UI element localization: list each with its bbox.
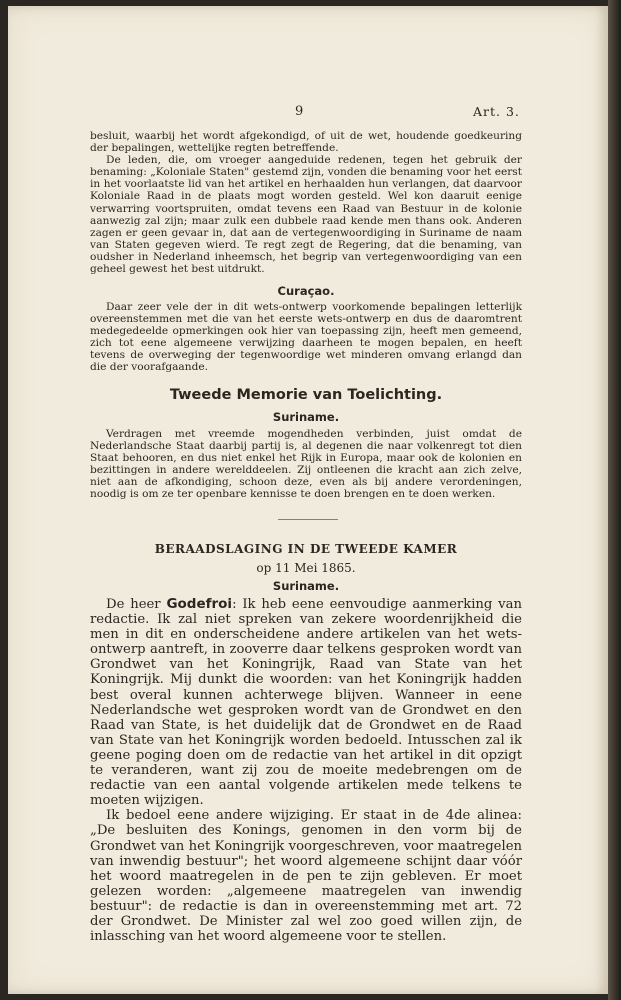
memorie-paragraph: Verdragen met vreemde mogendheden verbinden, juist omdat de Nederlandsche Staat daarbij partij is, al degenen die naar volkenregt tot dien Staat behooren, en dus niet enkel het Rijk in Europa, maar ook de kolonien en bezittingen in andere werelddeelen. Zij ontleenen die kracht aan zich zelve, niet aan de afkondiging, schoon deze, even als bij andere verordeningen, noodig is om ze ter openbare kennisse te doen brengen en te doen werken. — [90, 428, 522, 501]
page-number: 9 — [295, 104, 304, 119]
curacao-paragraph: Daar zeer vele der in dit wets-ontwerp voorkomende bepalingen letterlijk overeenstemmen met die van het eerste wets-ontwerp en dus de daaromtrent medegedeelde opmerkingen ook hier van toepassing zijn, heeft men gemeend, zich tot eene algemeene verwijzing daarheen te mogen bepalen, en heeft tevens de overweging der tegenwoordige wet minderen omvang erlangd dan die der voorafgaande. — [90, 301, 522, 374]
book-spine-shadow — [608, 0, 621, 1000]
speaker-name: Godefroi — [166, 596, 233, 612]
debate-paragraph-1-text: : Ik heb eene eenvoudige aanmerking van redactie. Ik zal niet spreken van zekere woordenrijkheid die men in dit en onderscheidene andere artikelen van het wets-ontwerp aantreft, in zooverre daar telkens gesproken wordt van Grondwet van het Koningrijk, Raad van State van het Koningrijk. Mij dunkt die woorden: van het Koningrijk hadden best overal kunnen achterwege blijven. Wanneer in eene Nederlandsche wet gesproken wordt van de Grondwet en den Raad van State, is het duidelijk dat de Grondwet en de Raad van State van het Koningrijk worden bedoeld. Intusschen zal ik geene poging doen om de redactie van het artikel in dit opzigt te veranderen, want zij zou de moeite medebrengen om de redactie van een aantal volgende artikelen mede telkens te moeten wijzigen. — [90, 597, 522, 809]
beraadslaging-date: op 11 Mei 1865. — [256, 561, 356, 575]
intro-section — [90, 130, 522, 275]
debate-paragraph-2: Ik bedoel eene andere wijziging. Er staat in de 4de alinea: „De besluiten des Konings, genomen in den vorm bij de Grondwet van het Koningrijk voorgeschreven, voor maatregelen van inwendig bestuur"; het woord algemeene schijnt daar vóór het woord maatregelen in de pen te zijn gebleven. Er moet gelezen worden: „algemeene maatregelen van inwendig bestuur": de redactie is dan in overeenstemming met art. 72 der Grondwet. De Minister zal wel zoo goed willen zijn, de inlassching van het woord algemeene voor te stellen. — [90, 808, 522, 945]
book-page — [8, 6, 608, 994]
section-divider — [278, 519, 338, 520]
intro-paragraph-2: De leden, die, om vroeger aangeduide redenen, tegen het gebruik der benaming: „Koloniale Staten" gestemd zijn, vonden die benaming voor het eerst in het voorlaatste lid van het artikel en herhaalden hun verlangen, dat daarvoor Koloniale Raad in de plaats mogt worden gesteld. Wel kon daaruit eenige verwarring voortspruiten, omdat tevens een Raad van Bestuur in de kolonie aanwezig zal zijn; maar zulk een dubbele raad kende men thans ook. Anderen zagen er geen gevaar in, dat aan de vertegenwoordiging in Suriname de naam van Staten gegeven wierd. Te regt zegt de Regering, dat die benaming, van oudsher in Nederland inheemsch, het begrip van vertegenwoordiging van een geheel gewest het best uitdrukt. — [90, 154, 522, 276]
curacao-heading: Curaçao. — [277, 284, 335, 298]
intro-paragraph-1: besluit, waarbij het wordt afgekondigd, of uit de wet, houdende goedkeuring der bepalingen, wettelijke regten betreffende. — [90, 130, 522, 155]
page-header — [8, 104, 608, 124]
debate-paragraph-1 — [90, 597, 522, 808]
beraadslaging-subheading: Suriname. — [272, 579, 340, 593]
debate-section — [90, 597, 522, 944]
memorie-heading: Tweede Memorie van Toelichting. — [169, 387, 443, 403]
beraadslaging-heading: BERAADSLAGING IN DE TWEEDE KAMER — [154, 542, 458, 556]
memorie-subheading: Suriname. — [272, 410, 340, 424]
curacao-section — [90, 301, 522, 374]
memorie-section — [90, 428, 522, 501]
article-label: Art. 3. — [473, 104, 520, 119]
speaker-prefix: De heer — [106, 597, 161, 612]
